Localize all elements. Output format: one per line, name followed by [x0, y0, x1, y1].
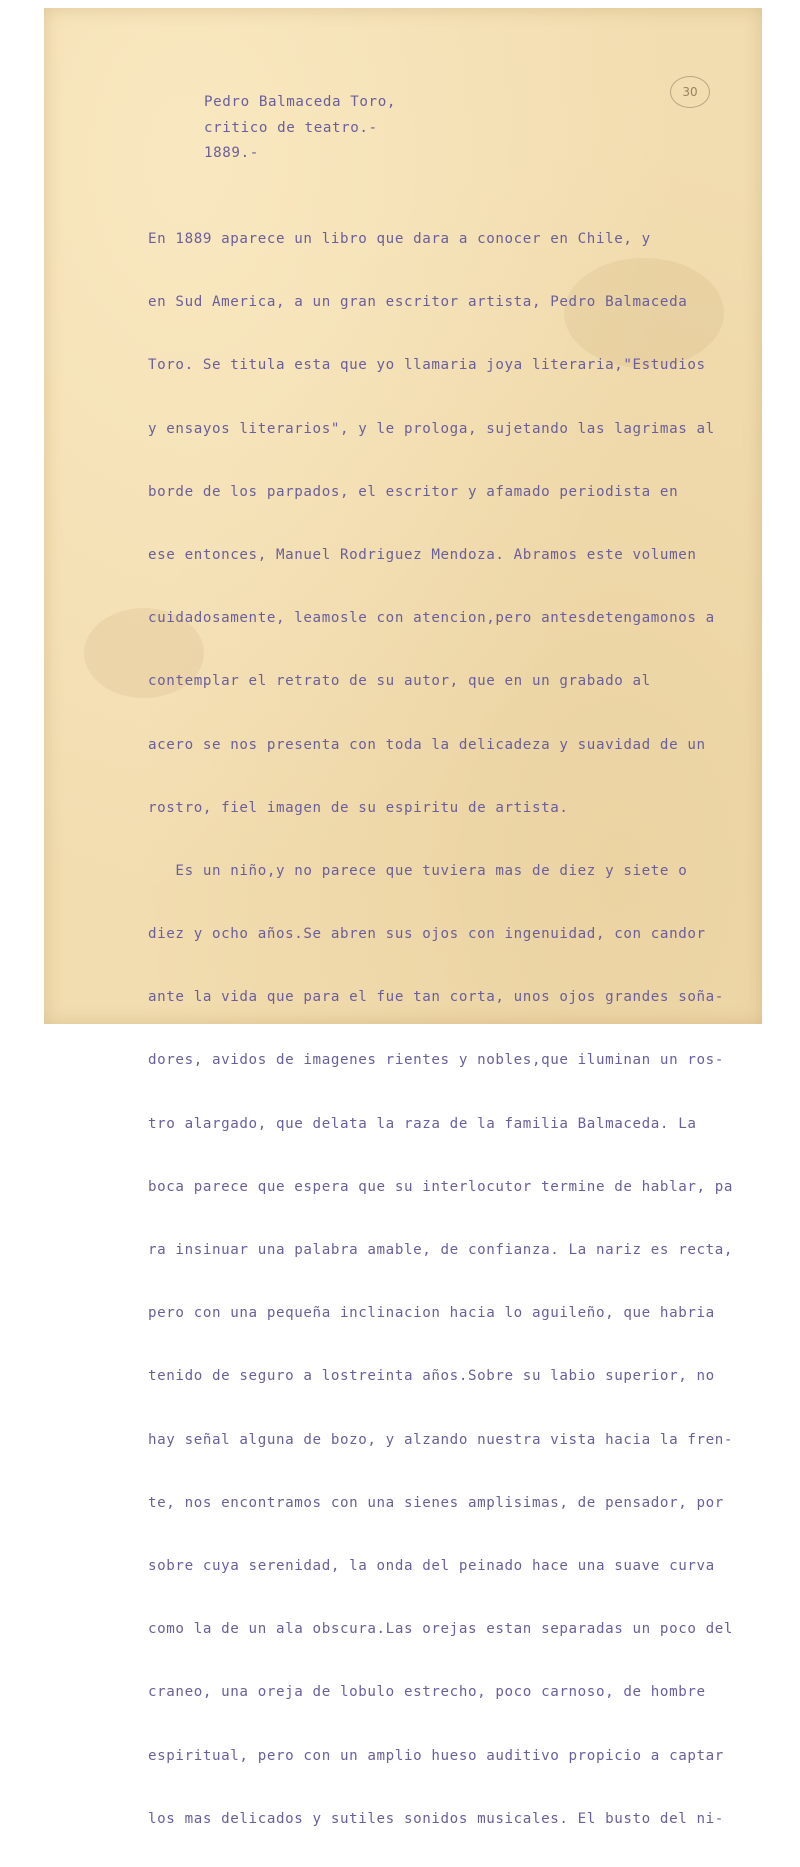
body-line: tenido de seguro a lostreinta años.Sobre su labio superior, no: [148, 1368, 715, 1385]
body-line: borde de los parpados, el escritor y afamado periodista en: [148, 483, 679, 500]
body-line: contemplar el retrato de su autor, que en un grabado al: [148, 673, 651, 690]
body-line: cuidadosamente, leamosle con atencion,pero antesdetengamonos a: [148, 610, 715, 627]
body-line: los mas delicados y sutiles sonidos musicales. El busto del ni-: [148, 1810, 724, 1827]
heading-line-role: critico de teatro.-: [204, 120, 378, 136]
body-line: ra insinuar una palabra amable, de confianza. La nariz es recta,: [148, 1242, 734, 1258]
body-line: en Sud America, a un gran escritor artista, Pedro Balmaceda: [148, 294, 688, 311]
body-line: hay señal alguna de bozo, y alzando nuestra vista hacia la fren-: [148, 1431, 734, 1448]
body-line: espiritual, pero con un amplio hueso auditivo propicio a captar: [148, 1747, 724, 1764]
body-line: tro alargado, que delata la raza de la familia Balmaceda. La: [148, 1115, 697, 1132]
body-line: boca parece que espera que su interlocutor termine de hablar, pa: [148, 1178, 734, 1195]
body-text: [148, 192, 733, 1867]
body-line: ante la vida que para el fue tan corta, unos ojos grandes soña-: [148, 989, 724, 1006]
heading-line-year: 1889.-: [204, 145, 259, 161]
body-line: craneo, una oreja de lobulo estrecho, poco carnoso, de hombre: [148, 1684, 706, 1701]
body-line: dores, avidos de imagenes rientes y nobles,que iluminan un ros-: [148, 1052, 724, 1069]
body-line: diez y ocho años.Se abren sus ojos con ingenuidad, con candor: [148, 926, 706, 943]
page-number-stamp: 30: [670, 76, 710, 108]
body-line: En 1889 aparece un libro que dara a conocer en Chile, y: [148, 231, 651, 247]
body-line: te, nos encontramos con una sienes amplisimas, de pensador, por: [148, 1494, 724, 1511]
body-line: Es un niño,y no parece que tuviera mas de diez y siete o: [148, 862, 688, 879]
body-line: y ensayos literarios", y le prologa, sujetando las lagrimas al: [148, 420, 715, 437]
body-line: ese entonces, Manuel Rodriguez Mendoza. Abramos este volumen: [148, 546, 697, 563]
body-line: Toro. Se titula esta que yo llamaria joya literaria,"Estudios: [148, 357, 706, 374]
body-line: rostro, fiel imagen de su espiritu de artista.: [148, 799, 569, 816]
body-line: sobre cuya serenidad, la onda del peinado hace una suave curva: [148, 1557, 715, 1574]
document-page: [44, 8, 762, 1827]
body-line: como la de un ala obscura.Las orejas estan separadas un poco del: [148, 1621, 734, 1638]
body-line: pero con una pequeña inclinacion hacia lo aguileño, que habria: [148, 1305, 715, 1322]
heading-line-name: Pedro Balmaceda Toro,: [204, 94, 396, 110]
body-line: acero se nos presenta con toda la delicadeza y suavidad de un: [148, 736, 706, 753]
